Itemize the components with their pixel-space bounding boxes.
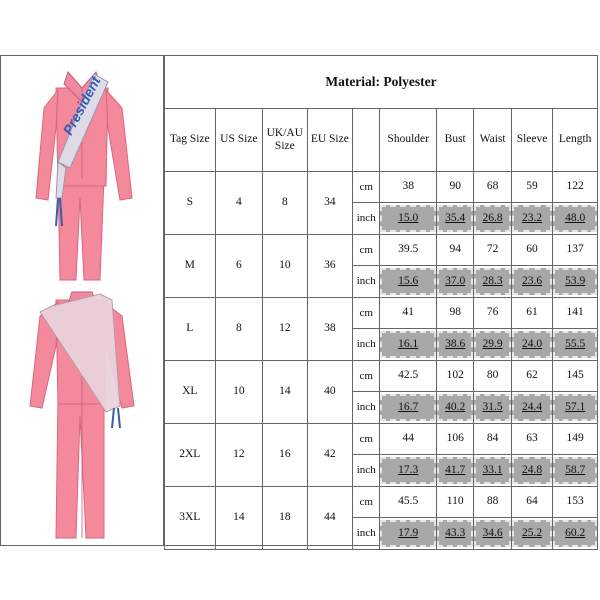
measurement-inch-value: 17.3	[380, 457, 436, 484]
measurement-cm-cell: 42.5	[380, 361, 437, 392]
measurement-cm-cell: 68	[474, 172, 511, 203]
header-shoulder: Shoulder	[380, 109, 437, 172]
measurement-cm-cell: 94	[437, 235, 474, 266]
measurement-cm-cell: 41	[380, 298, 437, 329]
measurement-inch-cell	[553, 203, 598, 235]
size-chart-table	[164, 55, 598, 550]
measurement-inch-cell	[437, 329, 474, 361]
measurement-inch-cell	[437, 392, 474, 424]
measurement-inch-value: 23.6	[512, 268, 552, 295]
measurement-inch-value: 35.4	[437, 205, 473, 232]
measurement-cm-cell: 72	[474, 235, 511, 266]
uk-au-size-cell: 18	[263, 487, 307, 550]
measurement-inch-value: 37.0	[437, 268, 473, 295]
uk-au-size-cell: 14	[263, 361, 307, 424]
size-row-cm	[165, 172, 598, 203]
measurement-inch-cell	[380, 329, 437, 361]
uk-au-size-cell: 12	[263, 298, 307, 361]
uk-au-size-cell: 10	[263, 235, 307, 298]
us-size-cell: 8	[215, 298, 263, 361]
tag-size-cell: S	[165, 172, 216, 235]
measurement-inch-value: 43.3	[437, 520, 473, 547]
measurement-inch-value: 17.9	[380, 520, 436, 547]
measurement-cm-cell: 61	[511, 298, 552, 329]
measurement-inch-value: 16.1	[380, 331, 436, 358]
measurement-inch-cell	[437, 518, 474, 550]
measurement-inch-value: 34.6	[474, 520, 510, 547]
measurement-cm-cell: 106	[437, 424, 474, 455]
measurement-inch-cell	[437, 455, 474, 487]
us-size-cell: 6	[215, 235, 263, 298]
measurement-inch-value: 58.7	[553, 457, 597, 484]
jumpsuit-back-image	[0, 286, 164, 544]
us-size-cell: 12	[215, 424, 263, 487]
measurement-inch-value: 24.0	[512, 331, 552, 358]
measurement-cm-cell: 153	[553, 487, 598, 518]
measurement-inch-cell	[511, 518, 552, 550]
header-tag-size: Tag Size	[165, 109, 216, 172]
measurement-inch-cell	[511, 266, 552, 298]
measurement-inch-value: 40.2	[437, 394, 473, 421]
measurement-inch-cell	[380, 203, 437, 235]
measurement-inch-value: 57.1	[553, 394, 597, 421]
measurement-inch-cell	[380, 455, 437, 487]
header-uk-au-size: UK/AU Size	[263, 109, 307, 172]
jumpsuit-front-image	[0, 58, 164, 286]
measurement-cm-cell: 76	[474, 298, 511, 329]
measurement-cm-cell: 62	[511, 361, 552, 392]
unit-inch-label: inch	[353, 266, 380, 298]
tag-size-cell: 3XL	[165, 487, 216, 550]
size-row-cm	[165, 487, 598, 518]
measurement-cm-cell: 84	[474, 424, 511, 455]
measurement-inch-value: 24.4	[512, 394, 552, 421]
measurement-inch-value: 55.5	[553, 331, 597, 358]
measurement-cm-cell: 110	[437, 487, 474, 518]
eu-size-cell: 34	[307, 172, 353, 235]
measurement-inch-cell	[380, 266, 437, 298]
unit-cm-label: cm	[353, 298, 380, 329]
measurement-inch-value: 38.6	[437, 331, 473, 358]
unit-inch-label: inch	[353, 518, 380, 550]
eu-size-cell: 44	[307, 487, 353, 550]
measurement-inch-value: 15.6	[380, 268, 436, 295]
unit-inch-label: inch	[353, 203, 380, 235]
measurement-cm-cell: 60	[511, 235, 552, 266]
measurement-inch-value: 53.9	[553, 268, 597, 295]
measurement-inch-cell	[437, 266, 474, 298]
measurement-cm-cell: 137	[553, 235, 598, 266]
measurement-inch-value: 60.2	[553, 520, 597, 547]
measurement-inch-cell	[553, 518, 598, 550]
measurement-cm-cell: 64	[511, 487, 552, 518]
measurement-inch-value: 25.2	[512, 520, 552, 547]
measurement-inch-cell	[553, 266, 598, 298]
measurement-cm-cell: 45.5	[380, 487, 437, 518]
material-title: Material: Polyester	[165, 56, 598, 109]
measurement-cm-cell: 59	[511, 172, 552, 203]
measurement-cm-cell: 122	[553, 172, 598, 203]
tag-size-cell: 2XL	[165, 424, 216, 487]
eu-size-cell: 36	[307, 235, 353, 298]
measurement-cm-cell: 38	[380, 172, 437, 203]
measurement-inch-cell	[474, 329, 511, 361]
sash-text: President	[59, 73, 104, 138]
measurement-inch-value: 15.0	[380, 205, 436, 232]
header-unit	[353, 109, 380, 172]
measurement-cm-cell: 63	[511, 424, 552, 455]
measurement-cm-cell: 141	[553, 298, 598, 329]
measurement-inch-value: 33.1	[474, 457, 510, 484]
measurement-cm-cell: 98	[437, 298, 474, 329]
header-waist: Waist	[474, 109, 511, 172]
eu-size-cell: 40	[307, 361, 353, 424]
measurement-inch-cell	[474, 518, 511, 550]
tag-size-cell: M	[165, 235, 216, 298]
measurement-inch-value: 16.7	[380, 394, 436, 421]
measurement-inch-cell	[474, 203, 511, 235]
measurement-inch-value: 23.2	[512, 205, 552, 232]
measurement-inch-cell	[474, 455, 511, 487]
uk-au-size-cell: 8	[263, 172, 307, 235]
uk-au-size-cell: 16	[263, 424, 307, 487]
measurement-inch-cell	[380, 392, 437, 424]
measurement-inch-value: 31.5	[474, 394, 510, 421]
measurement-inch-cell	[380, 518, 437, 550]
unit-inch-label: inch	[353, 392, 380, 424]
unit-cm-label: cm	[353, 172, 380, 203]
header-bust: Bust	[437, 109, 474, 172]
size-row-cm	[165, 298, 598, 329]
measurement-inch-cell	[553, 329, 598, 361]
measurement-cm-cell: 88	[474, 487, 511, 518]
tag-size-cell: XL	[165, 361, 216, 424]
eu-size-cell: 38	[307, 298, 353, 361]
measurement-cm-cell: 44	[380, 424, 437, 455]
size-row-cm	[165, 235, 598, 266]
unit-cm-label: cm	[353, 424, 380, 455]
eu-size-cell: 42	[307, 424, 353, 487]
header-sleeve: Sleeve	[511, 109, 552, 172]
header-eu-size: EU Size	[307, 109, 353, 172]
measurement-inch-value: 24.8	[512, 457, 552, 484]
measurement-inch-cell	[474, 266, 511, 298]
measurement-inch-cell	[553, 455, 598, 487]
unit-cm-label: cm	[353, 235, 380, 266]
unit-inch-label: inch	[353, 455, 380, 487]
header-us-size: US Size	[215, 109, 263, 172]
measurement-cm-cell: 80	[474, 361, 511, 392]
unit-inch-label: inch	[353, 329, 380, 361]
measurement-inch-cell	[474, 392, 511, 424]
measurement-inch-cell	[553, 392, 598, 424]
measurement-inch-cell	[437, 203, 474, 235]
measurement-inch-cell	[511, 392, 552, 424]
unit-cm-label: cm	[353, 487, 380, 518]
size-row-cm	[165, 424, 598, 455]
tag-size-cell: L	[165, 298, 216, 361]
measurement-inch-cell	[511, 329, 552, 361]
measurement-inch-value: 41.7	[437, 457, 473, 484]
us-size-cell: 4	[215, 172, 263, 235]
measurement-cm-cell: 90	[437, 172, 474, 203]
header-length: Length	[553, 109, 598, 172]
measurement-cm-cell: 145	[553, 361, 598, 392]
measurement-cm-cell: 39.5	[380, 235, 437, 266]
measurement-inch-value: 48.0	[553, 205, 597, 232]
us-size-cell: 14	[215, 487, 263, 550]
measurement-cm-cell: 102	[437, 361, 474, 392]
measurement-inch-cell	[511, 203, 552, 235]
us-size-cell: 10	[215, 361, 263, 424]
measurement-inch-value: 28.3	[474, 268, 510, 295]
measurement-inch-value: 29.9	[474, 331, 510, 358]
size-row-cm	[165, 361, 598, 392]
unit-cm-label: cm	[353, 361, 380, 392]
measurement-cm-cell: 149	[553, 424, 598, 455]
measurement-inch-cell	[511, 455, 552, 487]
measurement-inch-value: 26.8	[474, 205, 510, 232]
